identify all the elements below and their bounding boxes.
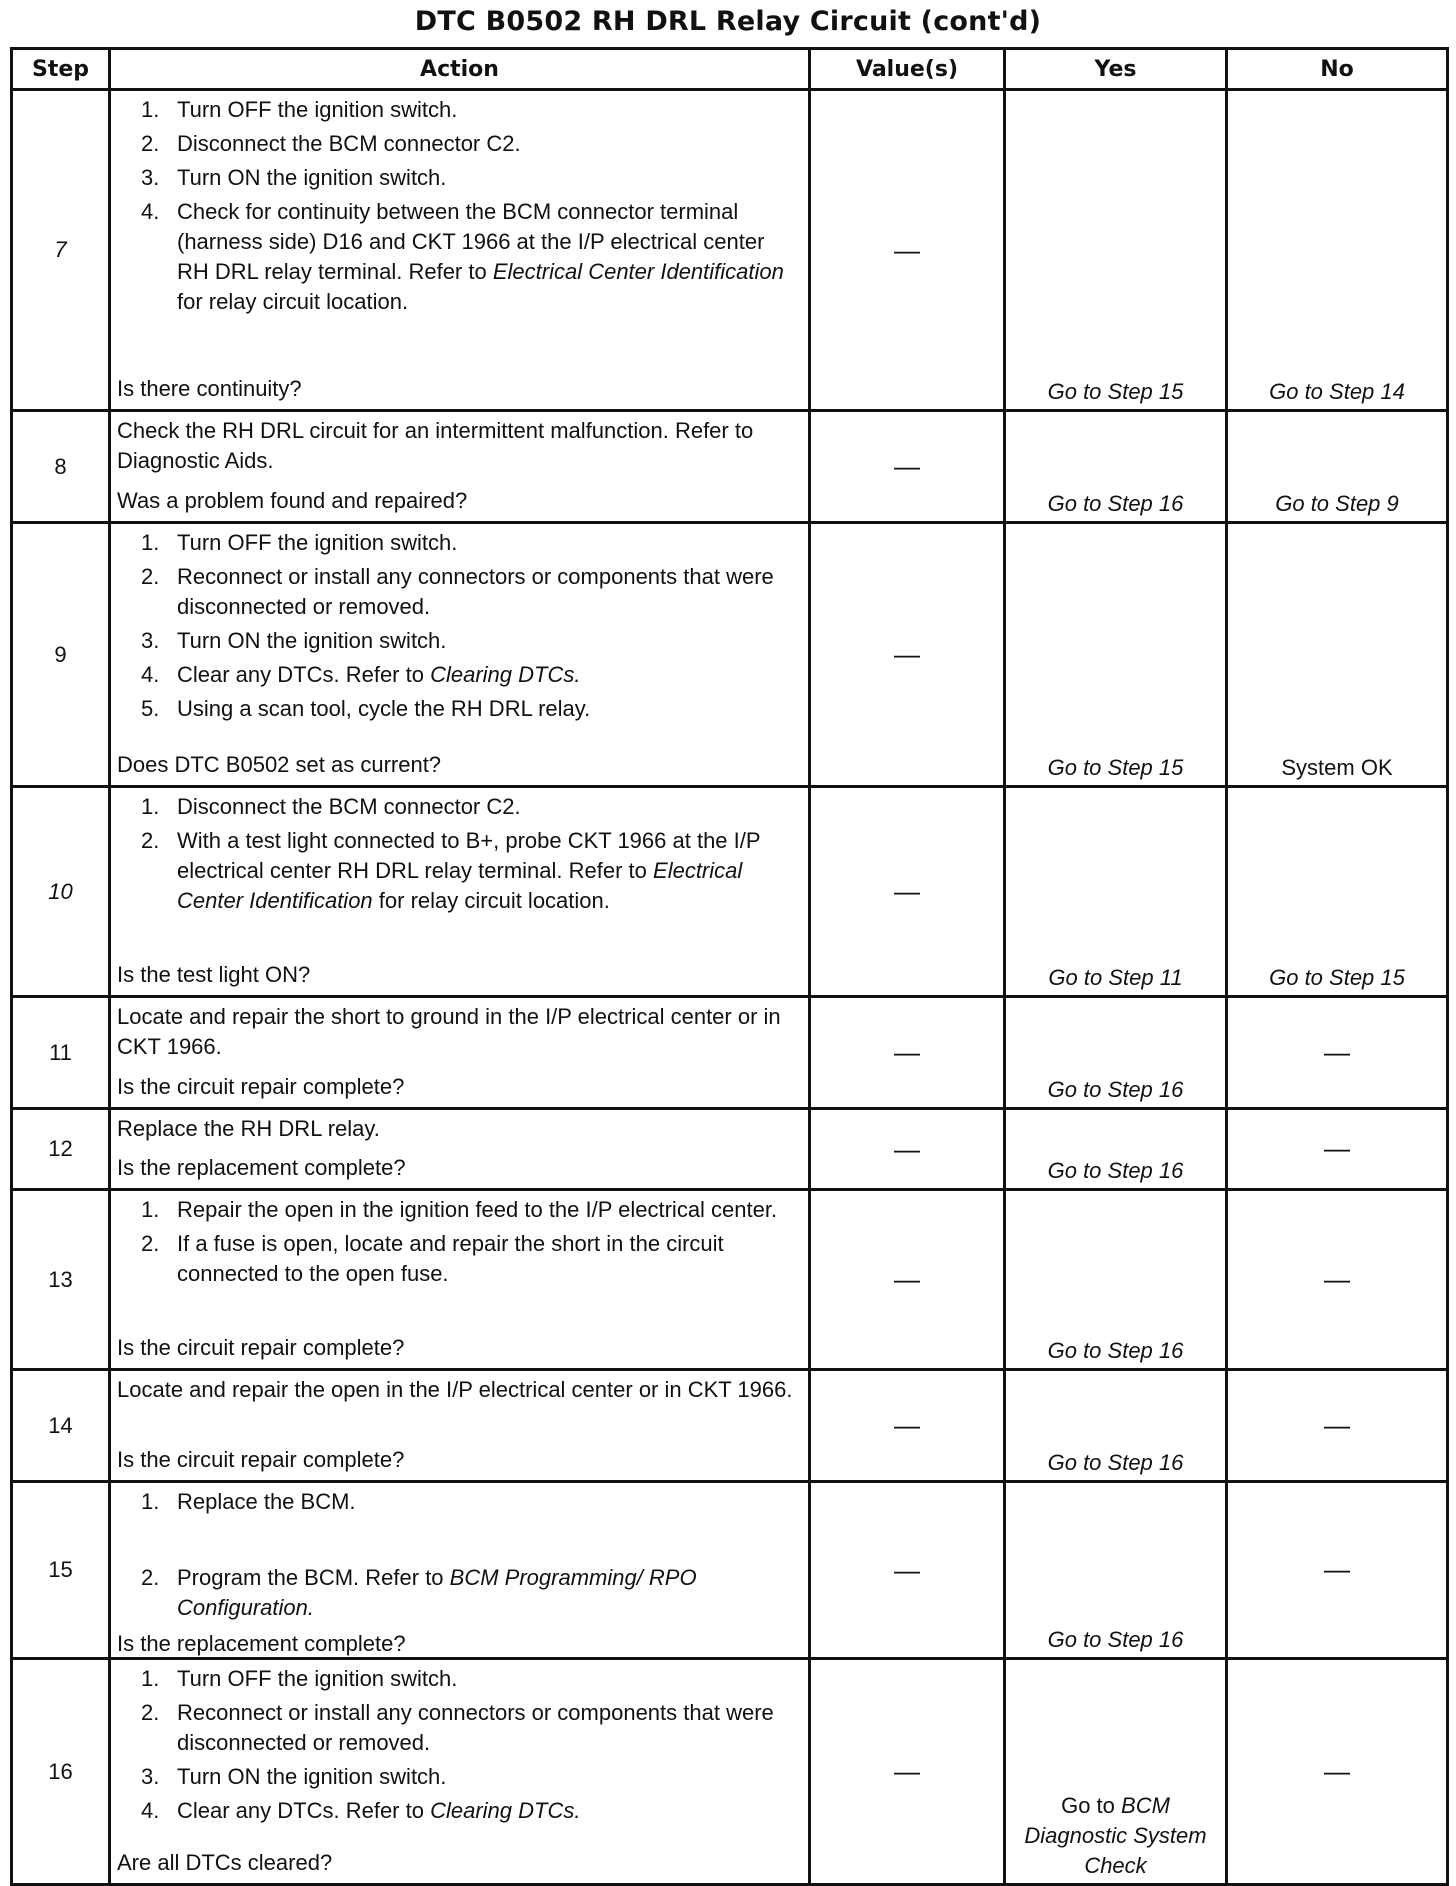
value-cell: — [810,90,1005,411]
yes-cell: Go to BCM Diagnostic System Check [1005,1659,1227,1885]
action-item: 3. Turn ON the ignition switch. [141,628,447,653]
header-yes: Yes [1005,49,1227,90]
action-question: Is the replacement complete? [117,1631,406,1656]
table-row [12,1109,1448,1190]
table-row [12,1370,1448,1482]
step-number: 15 [12,1482,110,1659]
action-question: Was a problem found and repaired? [117,488,468,513]
no-cell: Go to Step 9 [1227,411,1448,523]
header-action: Action [110,49,810,90]
table-row [12,1190,1448,1370]
step-number: 14 [12,1370,110,1482]
action-item: 1. Turn OFF the ignition switch. [141,530,458,555]
no-cell: — [1227,1482,1448,1659]
table-row [12,1659,1448,1885]
table-row [12,523,1448,787]
action-item: 3. Turn ON the ignition switch. [141,1764,447,1789]
action-item: 4. Clear any DTCs. Refer to Clearing DTCs. [141,1798,581,1823]
yes-cell: Go to Step 15 [1005,523,1227,787]
step-number: 8 [12,411,110,523]
action-item: 3. Turn ON the ignition switch. [141,165,447,190]
table-row [12,1482,1448,1659]
action-question: Is the circuit repair complete? [117,1335,405,1360]
value-cell: — [810,787,1005,997]
yes-cell: Go to Step 11 [1005,787,1227,997]
value-cell: — [810,1109,1005,1190]
step-number: 7 [12,90,110,411]
no-cell: Go to Step 14 [1227,90,1448,411]
action-cell [110,411,810,523]
action-item: 2. If a fuse is open, locate and repair the short in the circuit connected to the open fuse. [141,1231,724,1286]
no-cell: System OK [1227,523,1448,787]
action-cell [110,1190,810,1370]
action-item: 4. Check for continuity between the BCM connector terminal (harness side) D16 and CKT 1966 at the I/P electrical center RH DRL relay terminal. Refer to Electrical Center Identification for relay circuit location. [141,199,784,314]
yes-cell: Go to Step 16 [1005,411,1227,523]
action-item: 2. Reconnect or install any connectors or components that were disconnected or removed. [141,564,774,619]
action-question: Is the replacement complete? [117,1155,406,1180]
action-text: Check the RH DRL circuit for an intermittent malfunction. Refer to Diagnostic Aids. [117,418,754,473]
action-item: 4. Clear any DTCs. Refer to Clearing DTCs. [141,662,581,687]
no-cell: — [1227,1370,1448,1482]
action-text: Replace the RH DRL relay. [117,1116,380,1141]
action-item: 5. Using a scan tool, cycle the RH DRL relay. [141,696,591,721]
action-cell [110,523,810,787]
action-item: 2. Program the BCM. Refer to BCM Programming/ RPO Configuration. [141,1565,697,1620]
step-number: 11 [12,997,110,1109]
no-cell: — [1227,997,1448,1109]
yes-cell: Go to Step 15 [1005,90,1227,411]
action-item: 1. Repair the open in the ignition feed to the I/P electrical center. [141,1197,778,1222]
action-question: Is the circuit repair complete? [117,1074,405,1099]
action-question: Is the test light ON? [117,962,311,987]
page-title: DTC B0502 RH DRL Relay Circuit (cont'd) [414,6,1042,37]
step-number: 10 [12,787,110,997]
no-cell: — [1227,1190,1448,1370]
step-number: 16 [12,1659,110,1885]
action-cell [110,997,810,1109]
action-text: Locate and repair the open in the I/P electrical center or in CKT 1966. [117,1377,793,1402]
action-cell [110,1659,810,1885]
header-values: Value(s) [810,49,1005,90]
action-item: 1. Turn OFF the ignition switch. [141,97,458,122]
action-cell [110,1370,810,1482]
no-cell: — [1227,1659,1448,1885]
action-item: 1. Replace the BCM. [141,1489,356,1514]
table-row [12,411,1448,523]
action-item: 2. Reconnect or install any connectors or components that were disconnected or removed. [141,1700,774,1755]
action-question: Is there continuity? [117,376,302,401]
action-item: 1. Disconnect the BCM connector C2. [141,794,521,819]
yes-cell: Go to Step 16 [1005,1190,1227,1370]
step-number: 13 [12,1190,110,1370]
action-cell [110,1109,810,1190]
table-row [12,90,1448,411]
action-cell [110,787,810,997]
value-cell: — [810,1370,1005,1482]
header-no: No [1227,49,1448,90]
value-cell: — [810,1482,1005,1659]
action-question: Is the circuit repair complete? [117,1447,405,1472]
yes-cell: Go to Step 16 [1005,997,1227,1109]
value-cell: — [810,1190,1005,1370]
table-row [12,787,1448,997]
yes-cell: Go to Step 16 [1005,1482,1227,1659]
action-cell [110,1482,810,1659]
step-number: 12 [12,1109,110,1190]
value-cell: — [810,411,1005,523]
table-row [12,997,1448,1109]
action-text: Locate and repair the short to ground in the I/P electrical center or in CKT 1966. [117,1004,781,1059]
header-step: Step [12,49,110,90]
yes-cell: Go to Step 16 [1005,1370,1227,1482]
action-item: 1. Turn OFF the ignition switch. [141,1666,458,1691]
diagnostic-table [10,47,1449,1886]
header-row [12,49,1448,90]
value-cell: — [810,1659,1005,1885]
action-cell [110,90,810,411]
step-number: 9 [12,523,110,787]
value-cell: — [810,997,1005,1109]
value-cell: — [810,523,1005,787]
action-item: 2. Disconnect the BCM connector C2. [141,131,521,156]
yes-cell: Go to Step 16 [1005,1109,1227,1190]
action-question: Are all DTCs cleared? [117,1850,333,1875]
no-cell: Go to Step 15 [1227,787,1448,997]
no-cell: — [1227,1109,1448,1190]
action-question: Does DTC B0502 set as current? [117,752,442,777]
action-item: 2. With a test light connected to B+, probe CKT 1966 at the I/P electrical center RH DRL relay terminal. Refer to Electrical Center Identification for relay circuit location. [141,828,761,913]
